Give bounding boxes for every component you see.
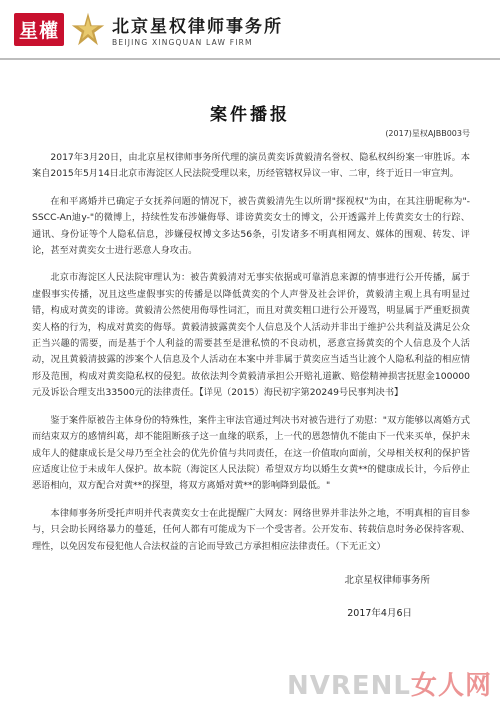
logo-badge: 星權 xyxy=(14,13,64,46)
firm-name-en: BEIJING XINGQUAN LAW FIRM xyxy=(112,37,253,47)
watermark-latin: NVRENL xyxy=(286,671,411,701)
header-divider xyxy=(0,58,500,60)
paragraph-2: 在和平离婚并已确定子女抚养问题的情况下，被告黄毅清先生以所谓"探视权"为由，在其注册昵称为"-SSCC-An迪y-"的微博上，持续性发布涉嫌侮辱、诽谤黄奕女士的博文，公开透露并上传黄奕女士的行踪、通讯、身份证等个人隐私信息，涉嫌侵权博文多达56条，引发诸多不明真相网友、媒体的围观、转发、评论，甚至对黄奕女士进行恶意人身攻击。 xyxy=(32,195,470,257)
star-icon xyxy=(70,11,106,47)
document-number: (2017)星权AJBB003号 xyxy=(385,129,470,138)
watermark xyxy=(287,665,492,702)
firm-name-cn: 北京星权律师事务所 xyxy=(112,16,284,37)
signature-date: 2017年4月6日 xyxy=(347,608,412,619)
letterhead xyxy=(0,0,500,58)
paragraph-1: 2017年3月20日，由北京星权律师事务所代理的演员黄奕诉黄毅清名誉权、隐私权纠纷案一审胜诉。本案自2015年5月14日北京市海淀区人民法院受理以来，历经管辖权异议一审、二审，终于近日一审宣判。 xyxy=(32,152,470,180)
document-body xyxy=(32,150,470,566)
document-title: 案件播报 xyxy=(210,105,290,125)
paragraph-3: 北京市海淀区人民法院审理认为：被告黄毅清对无事实依据或可靠消息来源的情事进行公开传播，属于虚假事实传播，况且这些虚假事实的传播是以降低黄奕的个人声誉及社会评价，黄毅清主观上具有明显过错，构成对黄奕的诽谤。黄毅清公然使用侮辱性词汇，而且对黄奕粗口进行公开谩骂，明显属于严重贬损黄奕人格的行为，构成对黄奕的侮辱。黄毅清披露黄奕个人信息及个人活动并非出于维护公共利益及满足公众正当兴趣的需要，而是基于个人利益的需要甚至是泄私愤的不良动机，恶意宣扬黄奕的个人信息及个人活动，况且黄毅清披露的涉案个人信息及个人活动在本案中并非属于黄奕应当适当让渡个人隐私利益的相应情形及范围，构成对黄奕隐私权的侵犯。故依法判令黄毅清承担公开赔礼道歉、赔偿精神损害抚慰金100000元及诉讼合理支出33500元的法律责任。【详见（2015）海民初字第20249号民事判决书】 xyxy=(32,272,470,399)
paragraph-4: 鉴于案件原被告主体身份的特殊性，案件主审法官通过判决书对被告进行了劝慰："双方能够以离婚方式而结束双方的感情纠葛，却不能阻断孩子这一血缘的联系，上一代的恩怨情仇不能由下一代来买单，保护未成年人的健康成长是父母乃至全社会的优先价值与共同责任，在这一价值取向面前，父母相关权利的保护皆应适度让位于未成年人保护。故本院（海淀区人民法院）希望双方均以婚生女黄**的健康成长计，今后停止恶语相向，双方配合对黄**的探望，将双方离婚对黄**的影响降到最低。" xyxy=(32,414,470,492)
paragraph-5: 本律师事务所受托声明并代表黄奕女士在此提醒广大网友：网络世界并非法外之地，不明真相的盲目参与，只会助长网络暴力的蔓延，任何人都有可能成为下一个受害者。公开发布、转载信息时务必保持客观、理性，以免因发布侵犯他人合法权益的言论而导致己方承担相应法律责任。（下无正文） xyxy=(32,507,470,552)
firm-logo xyxy=(14,8,283,50)
watermark-cn: 女人网 xyxy=(410,671,492,701)
signature: 北京星权律师事务所 xyxy=(344,575,430,586)
